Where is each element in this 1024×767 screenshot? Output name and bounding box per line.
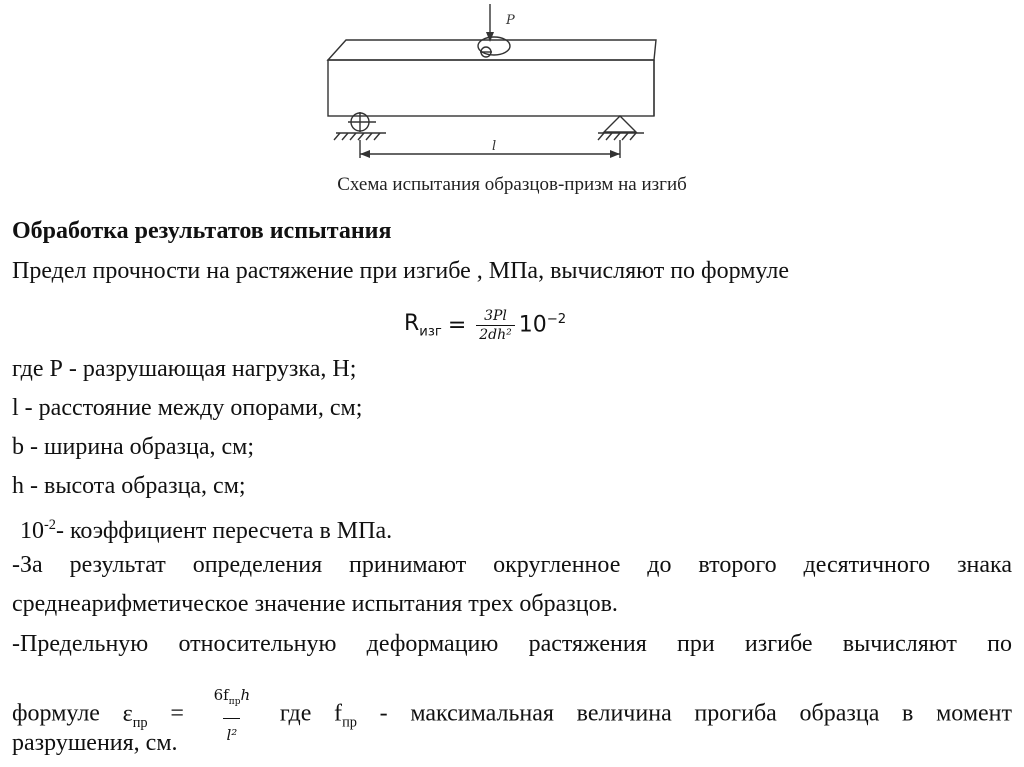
definition-b: b - ширина образца, см; (12, 434, 255, 460)
diagram-caption: Схема испытания образцов-призм на изгиб (337, 174, 687, 195)
result-paragraph-line-2: среднеарифметическое значение испытания трех образцов. (12, 591, 618, 617)
definition-l: l - расстояние между опорами, см; (12, 395, 363, 421)
formula-fraction (476, 308, 515, 343)
definition-coefficient: $10^{-2}-$ коэффициент пересчета в МПа. (20, 517, 393, 544)
strength-formula (404, 300, 566, 350)
beam-test-diagram (318, 0, 658, 170)
formula-lhs: $R_{изг}$ (404, 310, 442, 340)
beam-front-face (328, 60, 654, 116)
intro-text: Предел прочности на растяжение при изгибе , МПа, вычисляют по формуле (12, 258, 789, 284)
load-label: P (506, 13, 515, 28)
definition-h: h - высота образца, см; (12, 473, 246, 499)
result-paragraph-line-1: -За результат определения принимают округленное до второго десятичного знака (12, 552, 1012, 578)
deformation-fraction: $\frac{6f_{пр}h}{\text{l²}}$ (211, 680, 254, 750)
formula-factor: $10^{-2}$ (518, 312, 567, 338)
formula-equals: = (447, 312, 467, 338)
definition-p: где Р - разрушающая нагрузка, Н; (12, 356, 357, 382)
deformation-paragraph-line-3: разрушения, см. (12, 730, 178, 756)
formula-denominator: 2dh² (476, 325, 515, 343)
epsilon-symbol: $\varepsilon_{пр}$ (122, 700, 148, 731)
beam-top-face (328, 40, 656, 60)
section-heading: Обработка результатов испытания (12, 218, 392, 244)
span-label: l (492, 139, 497, 154)
right-support (604, 116, 636, 132)
formula-numerator: 3Pl (484, 307, 507, 324)
deformation-formula-line: формуле $\varepsilon_{пр}$ = $\frac{6f_{пр}h}{\text{l²}}$ где $f_{пр}$ - максимальная величина прогиба образца в момент (12, 680, 1012, 750)
deformation-paragraph-line-1: -Предельную относительную деформацию растяжения при изгибе вычисляют по (12, 631, 1012, 657)
